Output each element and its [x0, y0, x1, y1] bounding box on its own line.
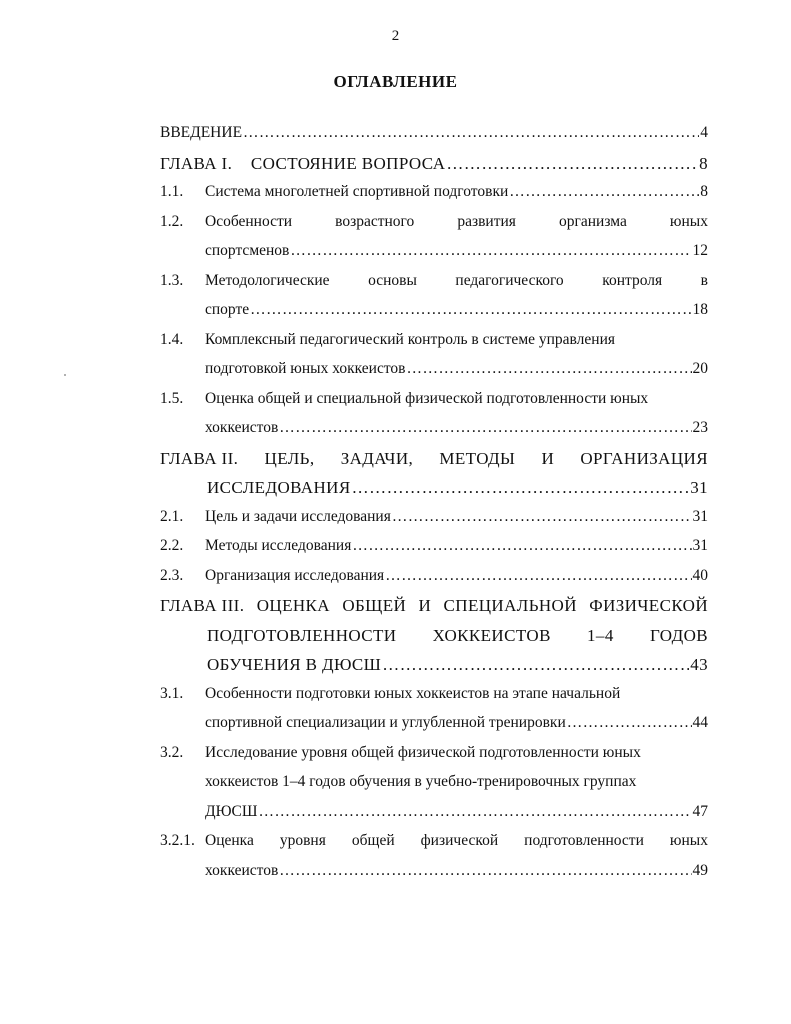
toc-entry-number: 1.4. — [160, 330, 184, 348]
toc-page-number: 44 — [692, 714, 708, 731]
toc-page-number: 8 — [700, 183, 708, 200]
toc-entry-number: 2.2. — [160, 537, 184, 554]
toc-word: Особенности — [205, 212, 293, 230]
leader-dots — [352, 537, 691, 555]
toc-word: И — [541, 448, 555, 468]
leader-dots — [250, 301, 691, 319]
page-title: ОГЛАВЛЕНИЕ — [333, 72, 458, 91]
toc-word: МЕТОДЫ — [439, 448, 516, 468]
toc-entry-title-continued: спорте — [205, 301, 250, 318]
leader-dots — [392, 508, 692, 526]
toc-entry-title-continued: спортсменов — [205, 242, 290, 259]
table-of-contents — [160, 124, 708, 891]
toc-entry-1-2[interactable] — [160, 213, 708, 272]
toc-word: И — [418, 596, 432, 615]
toc-word: ЦЕЛЬ, — [264, 448, 315, 468]
toc-entry-3-2[interactable] — [160, 744, 708, 833]
toc-page-number: 47 — [692, 802, 708, 820]
leader-dots — [258, 803, 691, 821]
toc-page-number: 12 — [692, 242, 708, 259]
toc-page-number: 31 — [692, 537, 708, 554]
toc-entry-title-continued: хоккеистов 1–4 годов обучения в учебно-тренировочных группах — [205, 773, 637, 790]
toc-entry-3-1[interactable] — [160, 685, 708, 744]
toc-word: юных — [669, 832, 708, 849]
leader-dots — [290, 242, 691, 260]
toc-page-number: 20 — [692, 360, 708, 377]
toc-word: организма — [559, 212, 627, 230]
toc-page-number: 31 — [692, 507, 708, 525]
toc-entry-1-4[interactable] — [160, 331, 708, 390]
toc-entry-title: Оценка общей и специальной физической подготовленности юных — [205, 389, 649, 407]
toc-word: ГЛАВА III. — [160, 596, 245, 615]
toc-word: ХОККЕИСТОВ — [432, 625, 551, 645]
toc-word: уровня — [279, 832, 326, 849]
toc-page-number: 49 — [692, 861, 708, 879]
leader-dots — [382, 655, 689, 675]
toc-word: юных — [669, 212, 708, 230]
toc-entry-2-3[interactable] — [160, 567, 708, 597]
toc-page-number: 31 — [690, 478, 708, 497]
leader-dots — [279, 862, 691, 880]
toc-word: ОЦЕНКА — [256, 596, 330, 615]
toc-word: СПЕЦИАЛЬНОЙ — [443, 596, 577, 615]
toc-entry-title: Цель и задачи исследования — [205, 507, 391, 525]
toc-word: общей — [351, 832, 395, 849]
toc-entry-1-5[interactable] — [160, 390, 708, 449]
toc-entry-number: 3.2.1. — [160, 832, 195, 849]
toc-word: Методологические — [205, 271, 330, 289]
toc-entry-chapter-2[interactable] — [160, 449, 708, 508]
toc-word: ОРГАНИЗАЦИЯ — [580, 448, 708, 468]
toc-entry-number: 3.2. — [160, 743, 184, 761]
toc-entry-title: Методы исследования — [205, 537, 352, 554]
toc-entry-2-2[interactable] — [160, 537, 708, 567]
toc-word: развития — [457, 212, 516, 230]
toc-page-number: 43 — [690, 655, 708, 674]
scan-speck — [64, 374, 66, 376]
toc-word: основы — [368, 271, 417, 289]
toc-word: ЗАДАЧИ, — [340, 448, 414, 468]
toc-page-number: 8 — [699, 153, 708, 173]
toc-word: ФИЗИЧЕСКОЙ — [589, 596, 708, 615]
toc-word: контроля — [602, 271, 663, 289]
toc-entry-number: 3.1. — [160, 684, 184, 702]
toc-entry-introduction[interactable] — [160, 124, 708, 154]
toc-entry-title: Система многолетней спортивной подготовки — [205, 183, 509, 200]
toc-entry-title: Организация исследования — [205, 566, 385, 584]
leader-dots — [243, 124, 699, 142]
toc-entry-number: 1.3. — [160, 271, 184, 289]
toc-page-number: 4 — [700, 124, 708, 141]
toc-page-number: 23 — [692, 419, 708, 436]
toc-entry-2-1[interactable] — [160, 508, 708, 538]
toc-entry-number: 1.1. — [160, 183, 184, 200]
toc-entry-title-continued: подготовкой юных хоккеистов — [205, 360, 406, 377]
toc-entry-title: Исследование уровня общей физической подготовленности юных — [205, 743, 641, 761]
toc-entry-title-continued: ОБУЧЕНИЯ В ДЮСШ — [207, 655, 382, 674]
leader-dots — [509, 183, 699, 201]
leader-dots — [385, 567, 691, 585]
toc-entry-number: 2.1. — [160, 507, 184, 525]
toc-word: 1–4 — [587, 625, 614, 645]
toc-entry-chapter-3[interactable] — [160, 596, 708, 685]
toc-page-number: 40 — [692, 566, 708, 584]
toc-entry-title: Комплексный педагогический контроль в системе управления — [205, 330, 616, 348]
toc-page-number: 18 — [692, 301, 708, 318]
toc-entry-title: ВВЕДЕНИЕ — [160, 124, 243, 141]
toc-entry-number: 1.5. — [160, 389, 184, 407]
toc-entry-title-continued: ИССЛЕДОВАНИЯ — [207, 478, 351, 497]
toc-word: Оценка — [205, 832, 254, 849]
toc-entry-number: 1.2. — [160, 212, 184, 230]
leader-dots — [446, 154, 698, 174]
page-number: 2 — [391, 28, 400, 44]
toc-entry-title: Особенности подготовки юных хоккеистов на этапе начальной — [205, 684, 621, 702]
leader-dots — [407, 360, 692, 378]
toc-word: педагогического — [455, 271, 564, 289]
toc-entry-title-continued: хоккеистов — [205, 419, 279, 436]
leader-dots — [567, 714, 692, 732]
toc-entry-title-continued: спортивной специализации и углубленной тренировки — [205, 714, 566, 731]
toc-entry-title-continued: ДЮСШ — [205, 802, 258, 820]
leader-dots — [279, 419, 691, 437]
toc-entry-chapter-1[interactable] — [160, 154, 708, 184]
toc-entry-title-continued: хоккеистов — [205, 861, 279, 879]
toc-word: ГОДОВ — [649, 625, 708, 645]
toc-entry-number: 2.3. — [160, 566, 184, 584]
toc-entry-title: ГЛАВА I. СОСТОЯНИЕ ВОПРОСА — [160, 153, 446, 173]
toc-word: в — [700, 271, 708, 289]
toc-word: ОБЩЕЙ — [342, 596, 407, 615]
toc-word: подготовленности — [524, 832, 644, 849]
toc-word: ГЛАВА II. — [160, 448, 239, 468]
toc-entry-1-3[interactable] — [160, 272, 708, 331]
toc-entry-1-1[interactable] — [160, 183, 708, 213]
leader-dots — [352, 478, 690, 498]
toc-word: возрастного — [335, 212, 415, 230]
toc-word: ПОДГОТОВЛЕННОСТИ — [207, 625, 397, 645]
toc-entry-3-2-1[interactable] — [160, 832, 708, 891]
toc-word: физической — [420, 832, 499, 849]
